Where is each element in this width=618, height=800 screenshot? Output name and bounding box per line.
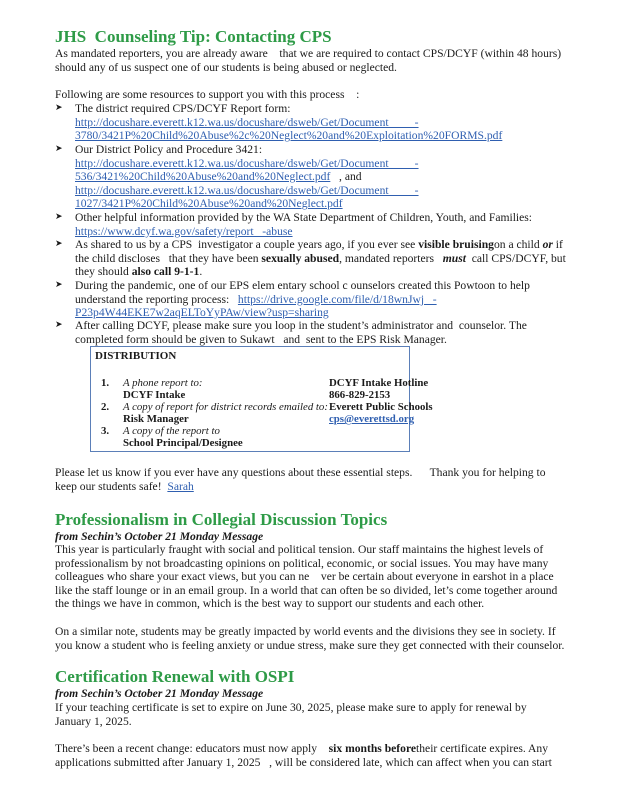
change-paragraph bbox=[55, 742, 605, 769]
closing-paragraph bbox=[55, 466, 600, 493]
arrow-bullet-icon: ➤ bbox=[55, 320, 63, 330]
text: . bbox=[199, 265, 203, 279]
students-paragraph bbox=[55, 625, 605, 652]
paragraph-line: January 1, 2025. bbox=[55, 714, 132, 728]
arrow-bullet-icon: ➤ bbox=[55, 144, 63, 154]
text: As shared to us by a CPS investigator a couple years ago, if you ever see bbox=[75, 238, 419, 251]
distribution-line: A copy of the report to bbox=[123, 425, 220, 437]
hotline-label: DCYF Intake Hotline bbox=[329, 377, 429, 389]
emphasis-text: visible bruising bbox=[418, 238, 494, 251]
arrow-bullet-icon: ➤ bbox=[55, 103, 63, 113]
certification-paragraph bbox=[55, 701, 605, 728]
bullet-text: understand the reporting process: bbox=[75, 292, 238, 306]
paragraph-line: This year is particularly fraught with social and political tension. Our staff maintains the highest levels of bbox=[55, 543, 544, 556]
report-form-link[interactable]: 3780/3421P%20Child%20Abuse%2c%20Neglect%20and%20Exploitation%20FORMS.pdf bbox=[75, 129, 503, 143]
distribution-number: 3. bbox=[101, 425, 110, 437]
bullet-text: After calling DCYF, please make sure you loop in the student’s administrator and counselor. The bbox=[75, 319, 527, 332]
closing-line: keep our students safe! bbox=[55, 479, 168, 493]
emphasis-text: sexually abused bbox=[261, 251, 340, 265]
intro-line: should any of us suspect one of our students is being abused or neglected. bbox=[55, 60, 397, 74]
text: they should bbox=[75, 265, 132, 279]
text: on a child bbox=[493, 238, 543, 251]
emphasis-text: also call 9-1-1 bbox=[131, 265, 200, 279]
bullet-text: During the pandemic, one of our EPS elem entary school c ounselors created this Powtoon to help bbox=[75, 279, 530, 292]
distribution-number: 2. bbox=[101, 401, 110, 413]
paragraph-line: colleagues who share your exact views, but you can ne ver be certain about everyone in earshot in a place bbox=[55, 570, 554, 584]
policy-link[interactable]: 536/3421%20Child%20Abuse%20and%20Neglect.pdf bbox=[75, 170, 331, 184]
distribution-line: DCYF Intake bbox=[123, 389, 186, 401]
text: if bbox=[552, 238, 563, 251]
hotline-number: 866-829-2153 bbox=[329, 389, 391, 401]
paragraph-line: professionalism by not broadcasting opinions on political, economic, or social issues. You may have many bbox=[55, 556, 549, 570]
report-form-link[interactable]: http://docushare.everett.k12.wa.us/docushare/dsweb/Get/Document - bbox=[75, 115, 419, 129]
powtoon-link[interactable]: P23p4W44EKE7w2aqELToYyPAw/view?usp=sharing bbox=[75, 306, 329, 320]
byline: from Sechin’s October 21 Monday Message bbox=[55, 530, 264, 543]
arrow-bullet-icon: ➤ bbox=[55, 239, 63, 249]
emphasis-text: or bbox=[542, 238, 553, 251]
arrow-bullet-icon: ➤ bbox=[55, 212, 63, 222]
distribution-heading: DISTRIBUTION bbox=[95, 350, 177, 362]
paragraph-text: There’s been a recent change: educators must now apply bbox=[55, 742, 329, 755]
bullet-text: The district required CPS/DCYF Report form: bbox=[75, 102, 291, 115]
byline: from Sechin’s October 21 Monday Message bbox=[55, 687, 264, 700]
dcyf-report-link[interactable]: https://www.dcyf.wa.gov/safety/report -abuse bbox=[75, 224, 293, 238]
closing-line: Please let us know if you ever have any questions about these essential steps. Thank you for helping to bbox=[55, 466, 546, 479]
text: call CPS/DCYF, but bbox=[465, 251, 566, 265]
resources-intro: Following are some resources to support you with this process : bbox=[55, 88, 360, 101]
professionalism-paragraph bbox=[55, 543, 605, 611]
intro-line: As mandated reporters, you are already aware that we are required to contact CPS/DCYF (within 48 hours) bbox=[55, 47, 562, 60]
distribution-line: Risk Manager bbox=[123, 413, 189, 425]
district-name: Everett Public Schools bbox=[329, 401, 433, 413]
emphasis-text: must bbox=[442, 251, 466, 265]
paragraph-line: applications submitted after January 1, 2025 , will be considered late, which can affect when you can start bbox=[55, 755, 552, 769]
distribution-line: School Principal/Designee bbox=[123, 437, 243, 449]
intro-paragraph bbox=[55, 47, 595, 74]
paragraph-line: like the staff lounge or in an email group. In a world that can often be so divided, let’s come together around bbox=[55, 583, 558, 597]
distribution-box bbox=[90, 346, 433, 452]
cps-email-link[interactable]: cps@everettsd.org bbox=[329, 413, 415, 425]
section-title-counseling-tip: JHS Counseling Tip: Contacting CPS bbox=[55, 27, 332, 46]
paragraph-line: the things we have in common, which is the best way to support our students and each other. bbox=[55, 597, 485, 611]
procedure-link[interactable]: 1027/3421P%20Child%20Abuse%20and%20Neglect.pdf bbox=[75, 197, 343, 211]
sarah-link[interactable]: Sarah bbox=[167, 479, 194, 493]
paragraph-line: you know a student who is feeling anxiety or undue stress, make sure they get connected with their counselor. bbox=[55, 638, 565, 652]
emphasis-text: six months before bbox=[328, 742, 417, 755]
text: the child discloses that they have been bbox=[75, 251, 262, 265]
bullet-text: Other helpful information provided by the WA State Department of Children, Youth, and Families: bbox=[75, 211, 533, 224]
bullet-text: Our District Policy and Procedure 3421: bbox=[75, 143, 263, 156]
paragraph-text: their certificate expires. Any bbox=[416, 742, 549, 755]
distribution-line: A phone report to: bbox=[123, 377, 203, 389]
distribution-number: 1. bbox=[101, 377, 110, 389]
procedure-link[interactable]: http://docushare.everett.k12.wa.us/docushare/dsweb/Get/Document - bbox=[75, 183, 419, 197]
text: , mandated reporters bbox=[339, 251, 443, 265]
arrow-bullet-icon: ➤ bbox=[55, 280, 63, 290]
paragraph-line: If your teaching certificate is set to expire on June 30, 2025, please make sure to apply for renewal by bbox=[55, 701, 527, 714]
distribution-line: A copy of report for district records emailed to: bbox=[123, 401, 328, 413]
policy-link[interactable]: http://docushare.everett.k12.wa.us/docushare/dsweb/Get/Document - bbox=[75, 156, 419, 170]
and-text: , and bbox=[330, 170, 362, 184]
section-title-certification: Certification Renewal with OSPI bbox=[55, 667, 295, 686]
bullet-text: completed form should be given to Sukawt and sent to the EPS Risk Manager. bbox=[75, 332, 447, 346]
section-title-professionalism: Professionalism in Collegial Discussion Topics bbox=[55, 510, 388, 529]
powtoon-link[interactable]: https://drive.google.com/file/d/18wnJwj - bbox=[237, 292, 437, 306]
paragraph-line: On a similar note, students may be greatly impacted by world events and the divisions they see in society. If bbox=[55, 625, 556, 638]
